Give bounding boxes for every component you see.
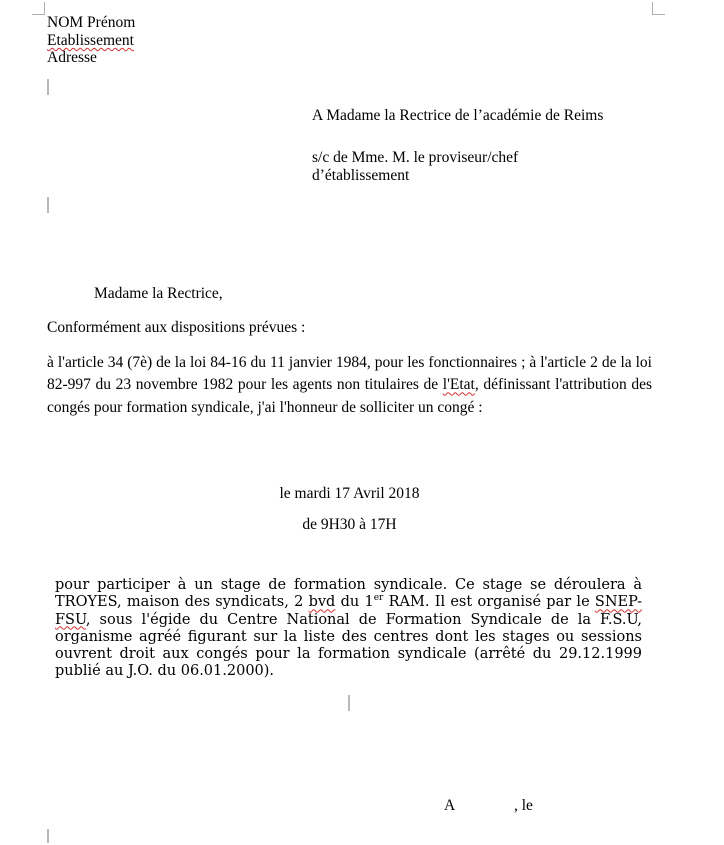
paragraph-marker	[47, 829, 49, 843]
recipient-cc-line2: d’établissement	[312, 167, 410, 184]
training-paragraph	[55, 577, 642, 681]
paragraph-marker	[47, 79, 49, 95]
ordinal-superscript: er	[373, 593, 384, 604]
sender-name: NOM Prénom	[47, 14, 136, 31]
paragraph-marker	[47, 197, 49, 213]
recipient-cc-line1: s/c de Mme. M. le proviseur/chef	[312, 149, 519, 166]
etat-word: l'Etat	[442, 376, 475, 394]
legal-basis-text-end: , définissant l'attribution des congés pour formation syndicale, j'ai l'honneur de solliciter un congé :	[47, 376, 652, 416]
training-text-3: RAM. Il est organisé par le	[383, 594, 595, 611]
sender-establishment: Etablissement	[47, 32, 134, 49]
training-text: pour participer à un stage de formation syndicale. Ce stage se déroulera à TROYES, maison des syndicats, 2	[55, 577, 642, 611]
crop-mark-top-right	[652, 2, 665, 15]
leave-time: de 9H30 à 17H	[302, 516, 397, 533]
snep-fsu-word: SNEP-FSU	[55, 594, 642, 628]
crop-mark-top-left	[32, 2, 45, 15]
salutation: Madame la Rectrice,	[94, 285, 223, 302]
leave-date: le mardi 17 Avril 2018	[279, 485, 420, 502]
recipient-line: A Madame la Rectrice de l’académie de Reims	[312, 107, 604, 124]
training-text-4: , sous l'égide du Centre National de Formation Syndicale de la F.S.U, organisme agréé figurant sur la liste des centres dont les stages ou sessions ouvrent droit aux congés pour la formation syndicale (arrêté du 29.12.1999 publié au J.O. du 06.01.2000).	[55, 611, 642, 680]
paragraph-marker	[348, 695, 350, 711]
sender-address: Adresse	[47, 49, 97, 66]
bvd-word: bvd	[308, 594, 336, 611]
signature-place: A	[444, 797, 456, 814]
legal-basis-paragraph	[47, 352, 652, 419]
legal-basis-text: à l'article 34 (7è) de la loi 84-16 du 11 janvier 1984, pour les fonctionnaires ; à l'article 2 de la loi 82-997 du 23 novembre 1982 pour les agents non titulaires de	[47, 354, 652, 394]
training-text-2: du 1	[335, 594, 374, 611]
intro-line: Conformément aux dispositions prévues :	[47, 319, 306, 336]
signature-date: , le	[514, 797, 533, 814]
